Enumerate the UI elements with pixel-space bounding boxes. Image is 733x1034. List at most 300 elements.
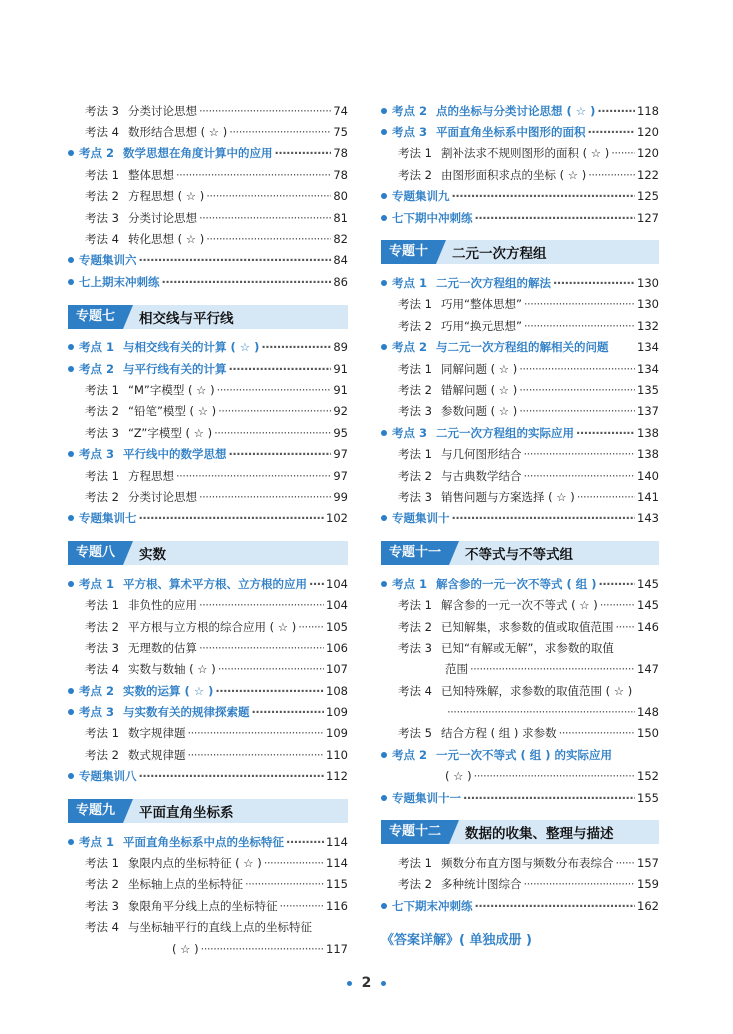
- section-header: [381, 240, 659, 264]
- toc-entry[interactable]: [381, 337, 659, 358]
- leader-dots: [452, 189, 636, 203]
- entry-prefix: 考法 2: [398, 318, 432, 333]
- leader-dots: [199, 490, 331, 504]
- toc-entry[interactable]: [381, 143, 659, 164]
- toc-entry[interactable]: [381, 744, 659, 765]
- toc-entry[interactable]: [68, 465, 348, 486]
- toc-entry[interactable]: [68, 422, 348, 443]
- leader-dots: [474, 769, 635, 783]
- spacer: [68, 529, 348, 537]
- leader-dots: [298, 620, 324, 634]
- entry-title: 多种统计图综合: [440, 877, 522, 892]
- entry-title: 整体思想: [127, 167, 174, 182]
- leader-dots: [261, 340, 331, 354]
- entry-prefix: 考点 2: [79, 361, 115, 376]
- toc-entry[interactable]: [68, 486, 348, 507]
- entry-page: 104: [326, 598, 348, 613]
- section-header: [381, 820, 659, 844]
- toc-entry[interactable]: [68, 143, 348, 164]
- entry-title: 巧用“整体思想”: [440, 297, 522, 312]
- toc-entry[interactable]: [381, 294, 659, 315]
- section-title: 不等式与不等式组: [449, 541, 659, 565]
- toc-entry[interactable]: [68, 379, 348, 400]
- leader-dots: [176, 469, 331, 483]
- entry-title: 巧用“换元思想”: [440, 318, 522, 333]
- leader-dots: [279, 899, 324, 913]
- leader-dots: [139, 253, 332, 267]
- entry-prefix: 考法 1: [398, 361, 432, 376]
- entry-prefix: 考点 3: [392, 425, 428, 440]
- toc-right-column: [381, 100, 659, 917]
- entry-prefix: 考点 1: [79, 576, 115, 591]
- leader-dots: [214, 426, 331, 440]
- entry-page: 80: [333, 189, 348, 204]
- entry-page: 140: [637, 468, 659, 483]
- section-title: 平面直角坐标系: [123, 799, 348, 823]
- toc-entry[interactable]: [68, 895, 348, 916]
- entry-page: 114: [326, 856, 348, 871]
- bullet-icon: [381, 752, 392, 758]
- leader-dots: [553, 276, 635, 290]
- leader-dots: [588, 168, 635, 182]
- entry-page: 89: [333, 340, 348, 355]
- toc-entry[interactable]: [381, 315, 659, 336]
- entry-prefix: 考法 2: [398, 468, 432, 483]
- toc-entry[interactable]: [68, 701, 348, 722]
- toc-entry[interactable]: [381, 465, 659, 486]
- entry-prefix: 考法 2: [398, 877, 432, 892]
- entry-page: 109: [326, 705, 348, 720]
- entry-title: 象限内点的坐标特征 ( ☆ ): [127, 856, 262, 871]
- toc-entry[interactable]: [381, 401, 659, 422]
- toc-entry[interactable]: [68, 186, 348, 207]
- toc-entry[interactable]: [381, 443, 659, 464]
- entry-title: 解含参的一元一次不等式 ( 组 ): [436, 576, 597, 591]
- entry-page: 109: [326, 726, 348, 741]
- toc-entry[interactable]: [68, 358, 348, 379]
- toc-entry[interactable]: [381, 486, 659, 507]
- entry-page: 130: [637, 276, 659, 291]
- leader-dots: [229, 447, 332, 461]
- bullet-icon: [381, 430, 392, 436]
- leader-dots: [559, 726, 635, 740]
- entry-title: 专题集训十: [392, 511, 450, 526]
- entry-title: “Z”字模型 ( ☆ ): [127, 425, 213, 440]
- entry-title: 一元一次不等式 ( 组 ) 的实际应用: [436, 747, 613, 762]
- entry-prefix: 考点 3: [79, 447, 115, 462]
- leader-dots: [199, 641, 324, 655]
- answer-note: 《答案详解》( 单独成册 ): [381, 933, 532, 948]
- leader-dots: [139, 511, 325, 525]
- toc-entry[interactable]: [381, 680, 659, 701]
- entry-prefix: 考法 3: [398, 640, 432, 655]
- entry-page: 155: [637, 790, 659, 805]
- entry-page: 116: [326, 898, 348, 913]
- entry-page: 82: [333, 232, 348, 247]
- entry-page: 141: [637, 489, 659, 504]
- entry-title: 平方根与立方根的综合应用 ( ☆ ): [127, 619, 297, 634]
- leader-dots: [463, 791, 635, 805]
- spacer: [68, 293, 348, 301]
- leader-dots: [199, 104, 331, 118]
- entry-title: 二元一次方程组的实际应用: [436, 425, 575, 440]
- entry-prefix: 考点 2: [392, 103, 428, 118]
- entry-page: 146: [637, 619, 659, 634]
- leader-dots: [615, 856, 635, 870]
- bullet-icon: [68, 451, 79, 457]
- entry-page: 95: [333, 425, 348, 440]
- toc-entry[interactable]: [381, 573, 659, 594]
- entry-title: 与几何图形结合: [440, 447, 522, 462]
- leader-dots: [199, 211, 331, 225]
- toc-entry[interactable]: [68, 508, 348, 529]
- toc-entry[interactable]: [68, 917, 348, 938]
- bullet-icon: [68, 344, 79, 350]
- entry-page: 159: [637, 877, 659, 892]
- entry-page: 99: [333, 489, 348, 504]
- bullet-icon: [381, 129, 392, 135]
- entry-page: 122: [637, 167, 659, 182]
- toc-entry[interactable]: [68, 766, 348, 787]
- entry-page: 105: [326, 619, 348, 634]
- entry-page: 78: [333, 146, 348, 161]
- entry-title: 数形结合思想 ( ☆ ): [127, 125, 228, 140]
- page-footer: [0, 975, 733, 991]
- entry-page: 134: [637, 340, 659, 355]
- leader-dots: [206, 232, 331, 246]
- toc-entry[interactable]: [381, 422, 659, 443]
- leader-dots: [275, 146, 332, 160]
- page-number: 2: [361, 975, 372, 991]
- leader-dots: [611, 146, 635, 160]
- entry-title: 频数分布直方图与频数分布表综合: [440, 856, 614, 871]
- entry-title: 与平行线有关的计算: [123, 361, 227, 376]
- entry-prefix: 考点 1: [79, 340, 115, 355]
- entry-prefix: 考法 3: [398, 489, 432, 504]
- entry-title: 已知特殊解，求参数的取值范围 ( ☆ ): [440, 683, 633, 698]
- toc-entry[interactable]: [381, 701, 659, 722]
- bullet-icon: [381, 903, 392, 909]
- toc-entry[interactable]: [68, 744, 348, 765]
- leader-dots: [588, 125, 636, 139]
- entry-prefix: 考法 2: [85, 489, 119, 504]
- toc-entry[interactable]: [381, 379, 659, 400]
- leader-dots: [176, 168, 331, 182]
- entry-page: 114: [326, 834, 348, 849]
- entry-title: 参数问题 ( ☆ ): [440, 404, 518, 419]
- entry-page: 86: [333, 274, 348, 289]
- toc-entry[interactable]: [68, 443, 348, 464]
- leader-dots: [470, 662, 635, 676]
- leader-dots: [600, 598, 635, 612]
- entry-page: 125: [637, 189, 659, 204]
- bullet-icon: [68, 581, 79, 587]
- section-header: [381, 541, 659, 565]
- toc-entry[interactable]: [381, 723, 659, 744]
- entry-title: 已知“有解或无解”，求参数的取值: [440, 640, 614, 655]
- entry-page: 134: [637, 361, 659, 376]
- toc-entry[interactable]: [68, 874, 348, 895]
- leader-dots: [217, 383, 332, 397]
- toc-entry[interactable]: [68, 401, 348, 422]
- entry-title: 实数的运算 ( ☆ ): [123, 683, 214, 698]
- entry-title: 与实数有关的规律探索题: [123, 705, 250, 720]
- entry-title: 分类讨论思想: [127, 103, 197, 118]
- entry-prefix: 考点 3: [79, 705, 115, 720]
- entry-title: 与坐标轴平行的直线上点的坐标特征: [127, 920, 312, 935]
- leader-dots: [229, 362, 332, 376]
- entry-title: 方程思想: [127, 468, 174, 483]
- entry-page: 92: [333, 404, 348, 419]
- toc-entry[interactable]: [68, 271, 348, 292]
- entry-prefix: 考法 1: [398, 447, 432, 462]
- entry-prefix: 考法 3: [85, 103, 119, 118]
- section-header: [68, 799, 348, 823]
- toc-left-column: [68, 100, 348, 959]
- entry-title: 数字规律题: [127, 726, 186, 741]
- toc-entry[interactable]: [381, 594, 659, 615]
- bullet-icon: [68, 366, 79, 372]
- entry-prefix: 考法 3: [85, 898, 119, 913]
- entry-prefix: 考点 1: [392, 276, 428, 291]
- bullet-icon: [68, 279, 79, 285]
- entry-prefix: 考法 1: [85, 468, 119, 483]
- entry-prefix: 考法 4: [85, 920, 119, 935]
- entry-title: 平面直角坐标系中点的坐标特征: [123, 834, 285, 849]
- entry-prefix: 考法 4: [85, 232, 119, 247]
- entry-page: 127: [637, 210, 659, 225]
- toc-entry[interactable]: [68, 337, 348, 358]
- entry-prefix: 考法 2: [85, 189, 119, 204]
- leader-dots: [187, 748, 324, 762]
- toc-entry[interactable]: [68, 637, 348, 658]
- entry-title: 由图形面积求点的坐标 ( ☆ ): [440, 167, 587, 182]
- toc-entry[interactable]: [68, 680, 348, 701]
- toc-entry[interactable]: [68, 100, 348, 121]
- entry-prefix: 考法 2: [85, 619, 119, 634]
- toc-entry[interactable]: [381, 508, 659, 529]
- entry-title: 七上期末冲刺练: [79, 274, 160, 289]
- entry-prefix: 考法 1: [85, 598, 119, 613]
- entry-page: 130: [637, 297, 659, 312]
- toc-entry[interactable]: [68, 573, 348, 594]
- entry-prefix: 考法 3: [398, 404, 432, 419]
- entry-page: 108: [326, 683, 348, 698]
- entry-title: 销售问题与方案选择 ( ☆ ): [440, 489, 575, 504]
- toc-entry[interactable]: [381, 272, 659, 293]
- toc-entry[interactable]: [381, 100, 659, 121]
- entry-title: 七下期末冲刺练: [392, 898, 473, 913]
- toc-entry[interactable]: [381, 852, 659, 873]
- leader-dots: [218, 404, 331, 418]
- toc-entry[interactable]: [381, 659, 659, 680]
- toc-entry[interactable]: [68, 723, 348, 744]
- leader-dots: [615, 620, 635, 634]
- bullet-icon: [68, 709, 79, 715]
- entry-title: 专题集训十一: [392, 790, 461, 805]
- entry-page: 106: [326, 640, 348, 655]
- entry-prefix: 考法 2: [398, 382, 432, 397]
- entry-prefix: 考法 1: [85, 167, 119, 182]
- toc-entry[interactable]: [381, 358, 659, 379]
- toc-entry[interactable]: [68, 938, 348, 959]
- entry-page: 138: [637, 447, 659, 462]
- section-title: 二元一次方程组: [436, 240, 659, 264]
- bullet-icon: [381, 215, 392, 221]
- entry-page: 74: [333, 103, 348, 118]
- entry-page: 110: [326, 747, 348, 762]
- entry-title: 七下期中冲刺练: [392, 210, 473, 225]
- toc-entry[interactable]: [68, 207, 348, 228]
- entry-title: “M”字模型 ( ☆ ): [127, 382, 215, 397]
- leader-dots: [523, 447, 635, 461]
- section-title: 数据的收集、整理与描述: [449, 820, 659, 844]
- entry-prefix: 考点 1: [392, 576, 428, 591]
- entry-title: 解含参的一元一次不等式 ( ☆ ): [440, 598, 598, 613]
- entry-page: 150: [637, 726, 659, 741]
- toc-entry[interactable]: [381, 121, 659, 142]
- entry-prefix: 考法 4: [398, 683, 432, 698]
- entry-page: 120: [637, 125, 659, 140]
- toc-entry[interactable]: [68, 594, 348, 615]
- spacer: [381, 808, 659, 816]
- entry-prefix: 考法 3: [85, 210, 119, 225]
- entry-page: 84: [333, 253, 348, 268]
- entry-prefix: 考法 2: [85, 747, 119, 762]
- entry-title: “铅笔”模型 ( ☆ ): [127, 404, 217, 419]
- entry-prefix: 考法 1: [398, 856, 432, 871]
- entry-page: 145: [637, 576, 659, 591]
- leader-dots: [519, 383, 635, 397]
- leader-dots: [309, 577, 324, 591]
- entry-title: 与古典数学结合: [440, 468, 522, 483]
- bullet-icon: [381, 795, 392, 801]
- bullet-icon: [68, 257, 79, 263]
- bullet-icon: [381, 344, 392, 350]
- footer-dot-left: [347, 981, 352, 986]
- toc-entry[interactable]: [381, 874, 659, 895]
- leader-dots: [187, 726, 324, 740]
- entry-prefix: 考法 1: [398, 146, 432, 161]
- entry-page: 138: [637, 425, 659, 440]
- entry-title: 已知解集，求参数的值或取值范围: [440, 619, 614, 634]
- entry-page: 102: [326, 511, 348, 526]
- toc-entry[interactable]: [381, 207, 659, 228]
- entry-title: 同解问题 ( ☆ ): [440, 361, 518, 376]
- entry-page: 117: [326, 941, 348, 956]
- entry-page: 145: [637, 598, 659, 613]
- leader-dots: [199, 598, 324, 612]
- entry-title: 平方根、算术平方根、立方根的应用: [123, 576, 308, 591]
- toc-entry[interactable]: [68, 121, 348, 142]
- toc-entry[interactable]: [68, 164, 348, 185]
- entry-page: 78: [333, 167, 348, 182]
- leader-dots: [201, 942, 324, 956]
- toc-entry[interactable]: [381, 895, 659, 916]
- entry-page: 120: [637, 146, 659, 161]
- toc-entry[interactable]: [381, 787, 659, 808]
- entry-title: 数式规律题: [127, 747, 186, 762]
- leader-dots: [599, 577, 636, 591]
- entry-page: 157: [637, 856, 659, 871]
- toc-entry[interactable]: [68, 228, 348, 249]
- entry-title: ( ☆ ): [172, 941, 199, 956]
- toc-entry[interactable]: [381, 637, 659, 658]
- bullet-icon: [68, 515, 79, 521]
- footer-dot-right: [381, 981, 386, 986]
- toc-entry[interactable]: [381, 766, 659, 787]
- entry-title: 非负性的应用: [127, 598, 197, 613]
- entry-page: 107: [326, 662, 348, 677]
- entry-prefix: 考法 2: [85, 404, 119, 419]
- leader-dots: [218, 662, 324, 676]
- entry-prefix: 考法 4: [85, 662, 119, 677]
- leader-dots: [577, 490, 635, 504]
- entry-page: 75: [333, 125, 348, 140]
- entry-prefix: 考法 3: [85, 640, 119, 655]
- leader-dots: [523, 469, 635, 483]
- leader-dots: [264, 856, 324, 870]
- entry-prefix: 考法 1: [398, 598, 432, 613]
- bullet-icon: [381, 515, 392, 521]
- entry-page: 148: [637, 705, 659, 720]
- entry-title: 方程思想 ( ☆ ): [127, 189, 205, 204]
- entry-prefix: 考法 1: [85, 382, 119, 397]
- toc-entry[interactable]: [68, 852, 348, 873]
- leader-dots: [452, 511, 636, 525]
- entry-title: 范围: [445, 662, 468, 677]
- entry-title: 分类讨论思想: [127, 210, 197, 225]
- leader-dots: [229, 125, 331, 139]
- section-tag: 专题十二: [381, 820, 449, 844]
- entry-page: 118: [637, 103, 659, 118]
- toc-entry[interactable]: [381, 164, 659, 185]
- leader-dots: [206, 189, 331, 203]
- leader-dots: [447, 705, 635, 719]
- leader-dots: [215, 684, 324, 698]
- section-header: [68, 305, 348, 329]
- entry-page: 97: [333, 468, 348, 483]
- leader-dots: [524, 297, 635, 311]
- leader-dots: [245, 877, 324, 891]
- toc-entry[interactable]: [68, 659, 348, 680]
- bullet-icon: [381, 280, 392, 286]
- entry-page: 132: [637, 318, 659, 333]
- toc-entry[interactable]: [68, 831, 348, 852]
- entry-title: 二元一次方程组的解法: [436, 276, 552, 291]
- leader-dots: [576, 426, 635, 440]
- entry-page: 81: [333, 210, 348, 225]
- leader-dots: [519, 362, 635, 376]
- entry-prefix: 考点 1: [79, 834, 115, 849]
- entry-prefix: 考点 2: [392, 340, 428, 355]
- leader-dots: [252, 705, 325, 719]
- entry-title: 数学思想在角度计算中的应用: [123, 146, 273, 161]
- toc-entry[interactable]: [68, 250, 348, 271]
- entry-title: 平行线中的数学思想: [123, 447, 227, 462]
- toc-entry[interactable]: [381, 616, 659, 637]
- toc-entry[interactable]: [381, 186, 659, 207]
- toc-entry[interactable]: [68, 616, 348, 637]
- entry-title: 与相交线有关的计算 ( ☆ ): [123, 340, 260, 355]
- bullet-icon: [381, 108, 392, 114]
- entry-page: 162: [637, 898, 659, 913]
- entry-page: 152: [637, 769, 659, 784]
- entry-title: 专题集训九: [392, 189, 450, 204]
- bullet-icon: [68, 688, 79, 694]
- section-tag: 专题十一: [381, 541, 449, 565]
- entry-page: 137: [637, 404, 659, 419]
